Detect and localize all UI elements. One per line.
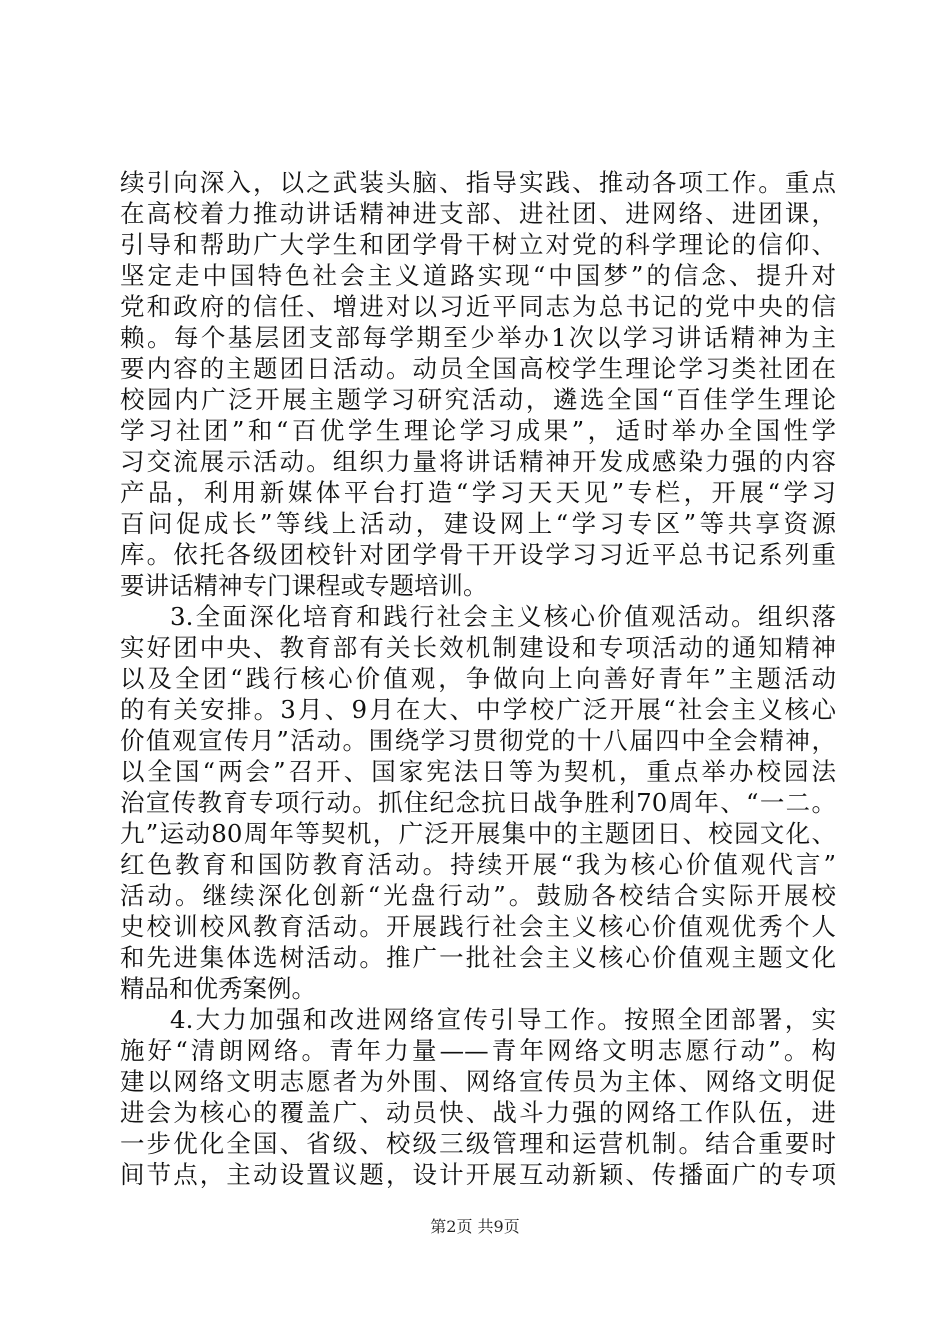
text-line: 一步优化全国、省级、校级三级管理和运营机制。结合重要时 [120,1129,836,1158]
page-number-label: 第2页 共9页 [430,1217,520,1236]
text-line: 校园内广泛开展主题学习研究活动，遴选全国“百佳学生理论 [120,385,836,414]
text-line: 赖。每个基层团支部每学期至少举办1次以学习讲话精神为主 [120,323,836,352]
text-line: 进会为核心的覆盖广、动员快、战斗力强的网络工作队伍，进 [120,1098,836,1127]
text-line: 实好团中央、教育部有关长效机制建设和专项活动的通知精神 [120,633,836,662]
text-line: 要讲话精神专门课程或专题培训。 [120,571,488,600]
page-footer [0,1214,950,1237]
text-line: 产品，利用新媒体平台打造“学习天天见”专栏，开展“学习 [120,478,836,507]
text-line: 百问促成长”等线上活动，建设网上“学习专区”等共享资源 [120,509,836,538]
text-line: 施好“清朗网络。青年力量——青年网络文明志愿行动”。构 [120,1036,836,1065]
text-line: 建以网络文明志愿者为外围、网络宣传员为主体、网络文明促 [120,1067,836,1096]
paragraph-1 [120,167,836,601]
text-line: 以及全团“践行核心价值观，争做向上向善好青年”主题活动 [120,664,836,693]
text-line: 的有关安排。3月、9月在大、中学校广泛开展“社会主义核心 [120,695,836,724]
paragraph-3-core-values [120,601,836,1004]
text-line: 治宣传教育专项行动。抓住纪念抗日战争胜利70周年、“一二。 [120,788,836,817]
text-line: 九”运动80周年等契机，广泛开展集中的主题团日、校园文化、 [120,819,836,848]
text-line: 史校训校风教育活动。开展践行社会主义核心价值观优秀个人 [120,912,836,941]
text-line: 间节点，主动设置议题，设计开展互动新颖、传播面广的专项 [120,1160,836,1189]
text-line: 红色教育和国防教育活动。持续开展“我为核心价值观代言” [120,850,836,879]
text-line: 精品和优秀案例。 [120,974,316,1003]
text-line: 以全国“两会”召开、国家宪法日等为契机，重点举办校园法 [120,757,836,786]
text-line: 在高校着力推动讲话精神进支部、进社团、进网络、进团课， [120,199,836,228]
text-line: 库。依托各级团校针对团学骨干开设学习习近平总书记系列重 [120,540,836,569]
text-line: 坚定走中国特色社会主义道路实现“中国梦”的信念、提升对 [120,261,836,290]
paragraph-4-network-work [120,1004,836,1190]
text-line: 党和政府的信任、增进对以习近平同志为总书记的党中央的信 [120,292,836,321]
paragraph-first-line: 3.全面深化培育和践行社会主义核心价值观活动。组织落 [170,602,836,631]
paragraph-first-line: 4.大力加强和改进网络宣传引导工作。按照全团部署，实 [170,1005,836,1034]
text-line: 和先进集体选树活动。推广一批社会主义核心价值观主题文化 [120,943,836,972]
text-line: 引导和帮助广大学生和团学骨干树立对党的科学理论的信仰、 [120,230,836,259]
text-line: 活动。继续深化创新“光盘行动”。鼓励各校结合实际开展校 [120,881,836,910]
text-line: 要内容的主题团日活动。动员全国高校学生理论学习类社团在 [120,354,836,383]
text-line: 习交流展示活动。组织力量将讲话精神开发成感染力强的内容 [120,447,836,476]
document-body [120,167,836,1190]
text-line: 学习社团”和“百优学生理论学习成果”，适时举办全国性学 [120,416,836,445]
text-line: 价值观宣传月”活动。围绕学习贯彻党的十八届四中全会精神， [120,726,836,755]
text-line: 续引向深入，以之武装头脑、指导实践、推动各项工作。重点 [120,168,836,197]
